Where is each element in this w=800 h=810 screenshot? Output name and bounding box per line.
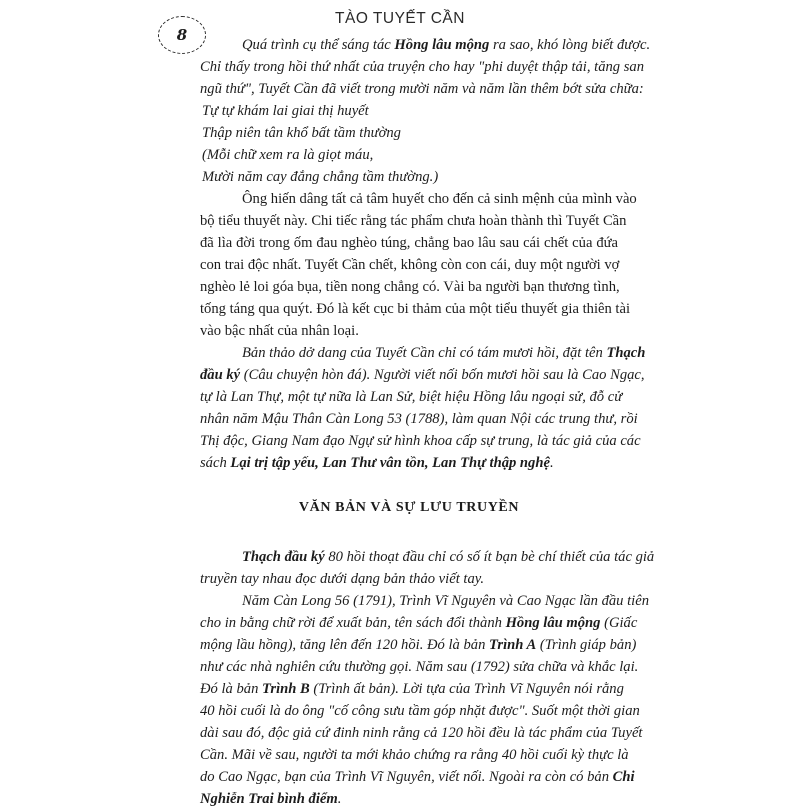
text-line: con trai độc nhất. Tuyết Cần chết, không còn con cái, duy một người vợ bbox=[200, 257, 620, 273]
text-line: cho in bằng chữ rời để xuất bản, tên sách đổi thành Hồng lâu mộng (Giấc bbox=[200, 615, 638, 631]
text-line: dài sau đó, độc giả cứ đinh ninh rằng cả 120 hồi đều là tác phẩm của Tuyết bbox=[200, 725, 643, 741]
text-line: tự là Lan Thự, một tự nữa là Lan Sử, biệt hiệu Hồng lâu ngoại sử, đỗ cử bbox=[200, 389, 623, 405]
text-line: Ông hiến dâng tất cả tâm huyết cho đến cả sinh mệnh của mình vào bbox=[242, 191, 637, 207]
text-line: đầu ký (Câu chuyện hòn đá). Người viết nối bốn mươi hồi sau là Cao Ngạc, bbox=[200, 367, 645, 383]
text-line: bộ tiểu thuyết này. Chi tiếc rằng tác phẩm chưa hoàn thành thì Tuyết Cần bbox=[200, 213, 627, 229]
paragraph-biography bbox=[200, 188, 637, 342]
poem-line: Thập niên tân khổ bất tầm thường bbox=[202, 125, 401, 141]
poem-block bbox=[200, 100, 620, 188]
text-line: Bản thảo dở dang của Tuyết Cần chỉ có tám mươi hồi, đặt tên Thạch bbox=[242, 345, 646, 361]
paragraph-editions bbox=[200, 590, 649, 810]
text-line: mộng lầu hồng), tăng lên đến 120 hồi. Đó là bản Trình A (Trình giáp bản) bbox=[200, 637, 637, 653]
text-line: Nghiễn Trai bình điểm. bbox=[200, 791, 342, 807]
text-line: Chỉ thấy trong hồi thứ nhất của truyện cho hay "phi duyệt thập tải, tăng san bbox=[200, 59, 645, 75]
poem-line: (Mỗi chữ xem ra là giọt máu, bbox=[202, 147, 374, 163]
text-line: sách Lại trị tập yếu, Lan Thư vân tồn, Lan Thự thập nghệ. bbox=[200, 455, 554, 471]
text-line: Thị độc, Giang Nam đạo Ngự sử hình khoa cấp sự trung, là tác giả của các bbox=[200, 433, 641, 449]
text-line: truyền tay nhau đọc dưới dạng bản thảo viết tay. bbox=[200, 571, 485, 587]
text-line: đã lìa đời trong ốm đau nghèo túng, chẳng bao lâu sau cái chết của đứa bbox=[200, 235, 618, 251]
running-head: TÀO TUYẾT CẦN bbox=[335, 10, 465, 27]
section-heading: VĂN BẢN VÀ SỰ LƯU TRUYỀN bbox=[298, 500, 520, 515]
text-line: như các nhà nghiên cứu thường gọi. Năm sau (1792) sửa chữa và khắc lại. bbox=[200, 659, 639, 675]
text-line: tống táng qua quýt. Đó là kết cục bi thảm của một tiểu thuyết gia thiên tài bbox=[200, 301, 631, 317]
text-line: Thạch đầu ký 80 hồi thoạt đầu chỉ có số ít bạn bè chí thiết của tác giả bbox=[242, 549, 655, 565]
text-line: nhân năm Mậu Thân Càn Long 53 (1788), làm quan Nội các trung thư, rồi bbox=[200, 411, 638, 427]
text-line: Cần. Mãi về sau, người ta mới khảo chứng ra rằng 40 hồi cuối kỳ thực là bbox=[200, 747, 629, 763]
text-line: Đó là bản Trình B (Trình ất bản). Lời tựa của Trình Vĩ Nguyên nói rằng bbox=[200, 681, 624, 697]
text-line: Năm Càn Long 56 (1791), Trình Vĩ Nguyên và Cao Ngạc lần đầu tiên bbox=[242, 593, 649, 609]
text-line: Quá trình cụ thể sáng tác Hồng lâu mộng ra sao, khó lòng biết được. bbox=[242, 37, 651, 53]
paragraph-intro bbox=[200, 34, 651, 100]
text-line: vào bậc nhất của nhân loại. bbox=[200, 323, 359, 339]
page-number: 8 bbox=[158, 16, 206, 54]
paragraph-circulation bbox=[200, 546, 655, 590]
text-line: ngũ thứ", Tuyết Cần đã viết trong mười năm và năm lần thêm bớt sửa chữa: bbox=[200, 81, 644, 97]
text-line: do Cao Ngạc, bạn của Trình Vĩ Nguyên, viết nối. Ngoài ra còn có bản Chi bbox=[200, 769, 635, 785]
paragraph-manuscript bbox=[200, 342, 646, 474]
text-line: 40 hồi cuối là do ông "cố công sưu tầm góp nhặt được". Suốt một thời gian bbox=[200, 703, 640, 719]
poem-line: Mười năm cay đắng chẳng tầm thường.) bbox=[202, 169, 439, 185]
text-line: nghèo lẻ loi góa bụa, tiền nong chẳng có. Vài ba người bạn thương tình, bbox=[200, 279, 620, 295]
poem-line: Tự tự khám lai giai thị huyết bbox=[202, 103, 369, 119]
